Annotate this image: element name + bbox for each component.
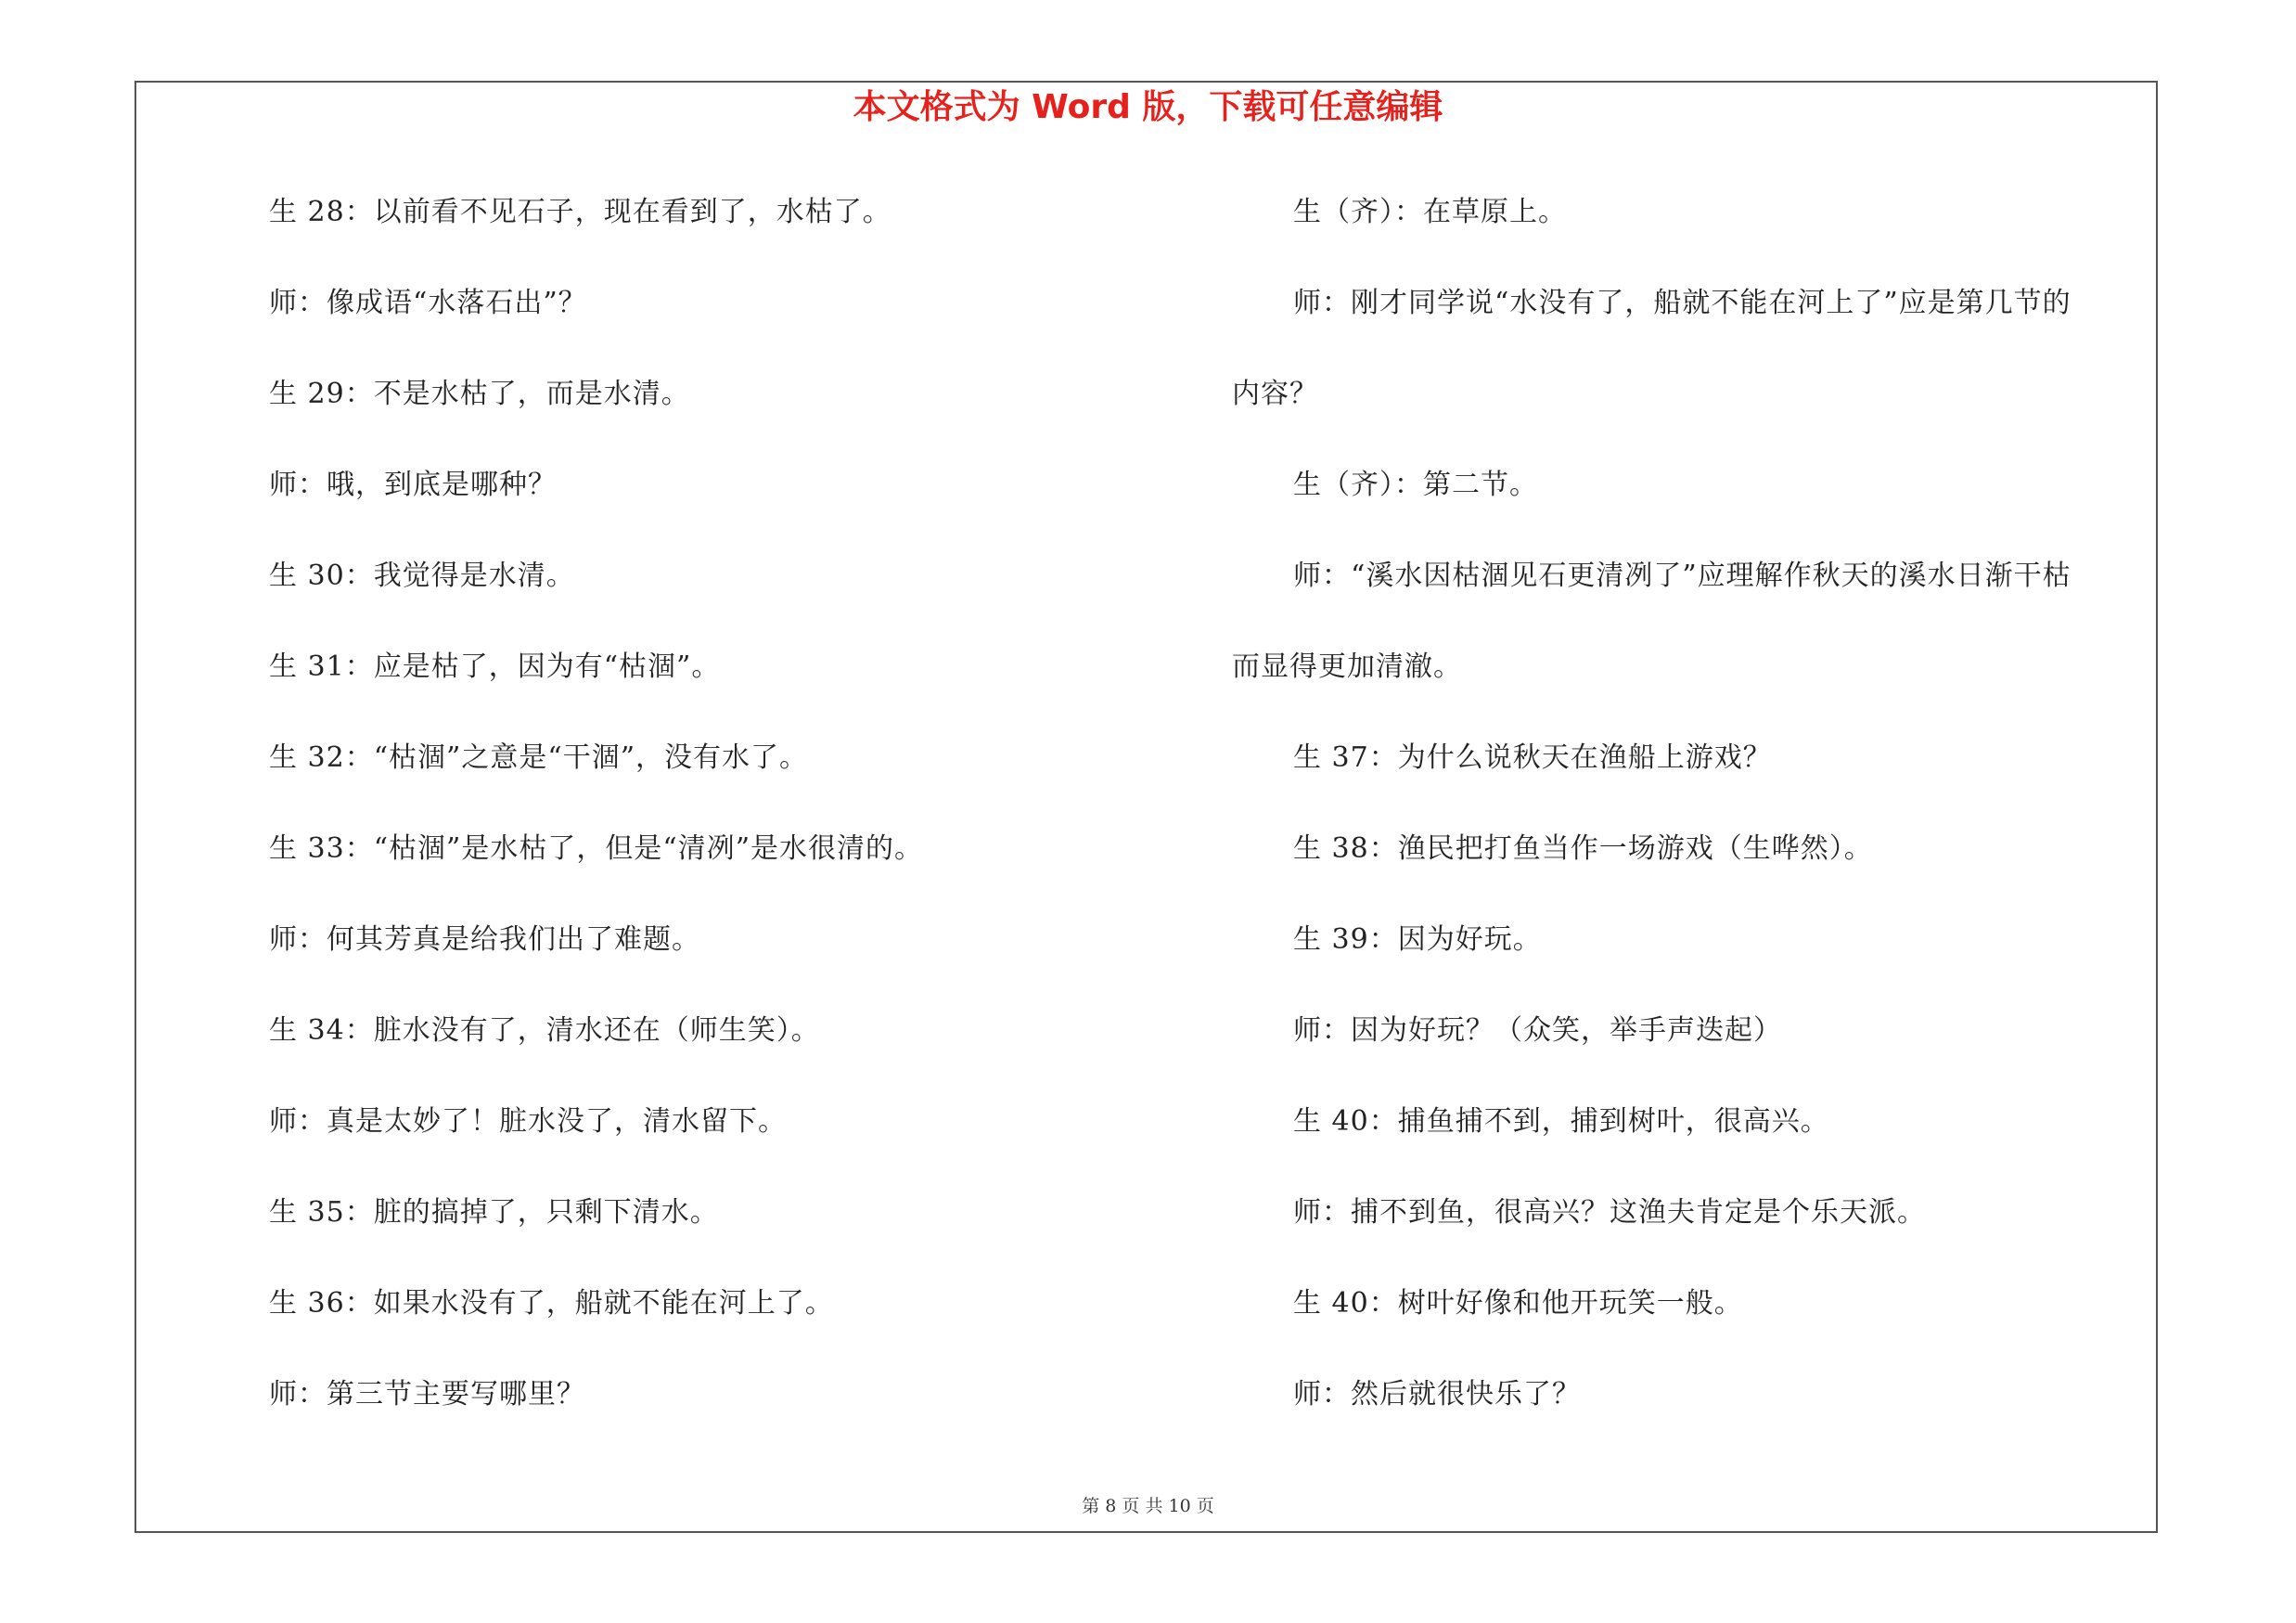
paragraph-line: 生 35：脏的搞掉了，只剩下清水。 <box>269 1196 719 1229</box>
paragraph-line: 生 36：如果水没有了，船就不能在河上了。 <box>269 1287 834 1320</box>
page-number-footer: 第 8 页 共 10 页 <box>1082 1496 1214 1516</box>
paragraph-line: 师：然后就很快乐了？ <box>1293 1378 1581 1410</box>
right-column <box>1232 182 2150 1455</box>
word-format-banner: 本文格式为 Word 版，下载可任意编辑 <box>853 88 1443 126</box>
paragraph-line: 师：真是太妙了！脏水没了，清水留下。 <box>269 1105 787 1138</box>
paragraph-line: 师：“溪水因枯涸见石更清冽了”应理解作秋天的溪水日渐干枯 <box>1293 560 2072 592</box>
paragraph-line: 师：哦，到底是哪种？ <box>269 469 557 501</box>
paragraph-continuation-line: 而显得更加清澈。 <box>1232 650 1462 683</box>
paragraph-line: 生（齐）：第二节。 <box>1293 469 1538 501</box>
paragraph-line: 生 28：以前看不见石子，现在看到了，水枯了。 <box>269 196 891 228</box>
paragraph-line: 生 40：捕鱼捕不到，捕到树叶，很高兴。 <box>1293 1105 1829 1138</box>
paragraph-line: 生 40：树叶好像和他开玩笑一般。 <box>1293 1287 1743 1320</box>
paragraph-line: 生 29：不是水枯了，而是水清。 <box>269 378 690 410</box>
paragraph-line: 师：因为好玩？（众笑，举手声迭起） <box>1293 1014 1782 1047</box>
paragraph-line: 生 39：因为好玩。 <box>1293 923 1542 956</box>
paragraph-line: 师：何其芳真是给我们出了难题。 <box>269 923 700 956</box>
left-column <box>269 182 1141 1455</box>
paragraph-line: 师：像成语“水落石出”？ <box>269 287 587 319</box>
paragraph-line: 生 32：“枯涸”之意是“干涸”，没有水了。 <box>269 741 809 774</box>
paragraph-line: 生 37：为什么说秋天在渔船上游戏？ <box>1293 741 1772 774</box>
paragraph-line: 师：捕不到鱼，很高兴？这渔夫肯定是个乐天派。 <box>1293 1196 1926 1229</box>
paragraph-line: 生 38：渔民把打鱼当作一场游戏（生哗然）。 <box>1293 832 1873 865</box>
paragraph-line: 生（齐）：在草原上。 <box>1293 196 1567 228</box>
paragraph-line: 生 31：应是枯了，因为有“枯涸”。 <box>269 650 721 683</box>
paragraph-continuation-line: 内容？ <box>1232 378 1318 410</box>
paragraph-line: 师：刚才同学说“水没有了，船就不能在河上了”应是第几节的 <box>1293 287 2072 319</box>
paragraph-line: 生 30：我觉得是水清。 <box>269 560 575 592</box>
paragraph-line: 师：第三节主要写哪里？ <box>269 1378 585 1410</box>
paragraph-line: 生 33：“枯涸”是水枯了，但是“清冽”是水很清的。 <box>269 832 924 865</box>
paragraph-line: 生 34：脏水没有了，清水还在（师生笑）。 <box>269 1014 820 1047</box>
